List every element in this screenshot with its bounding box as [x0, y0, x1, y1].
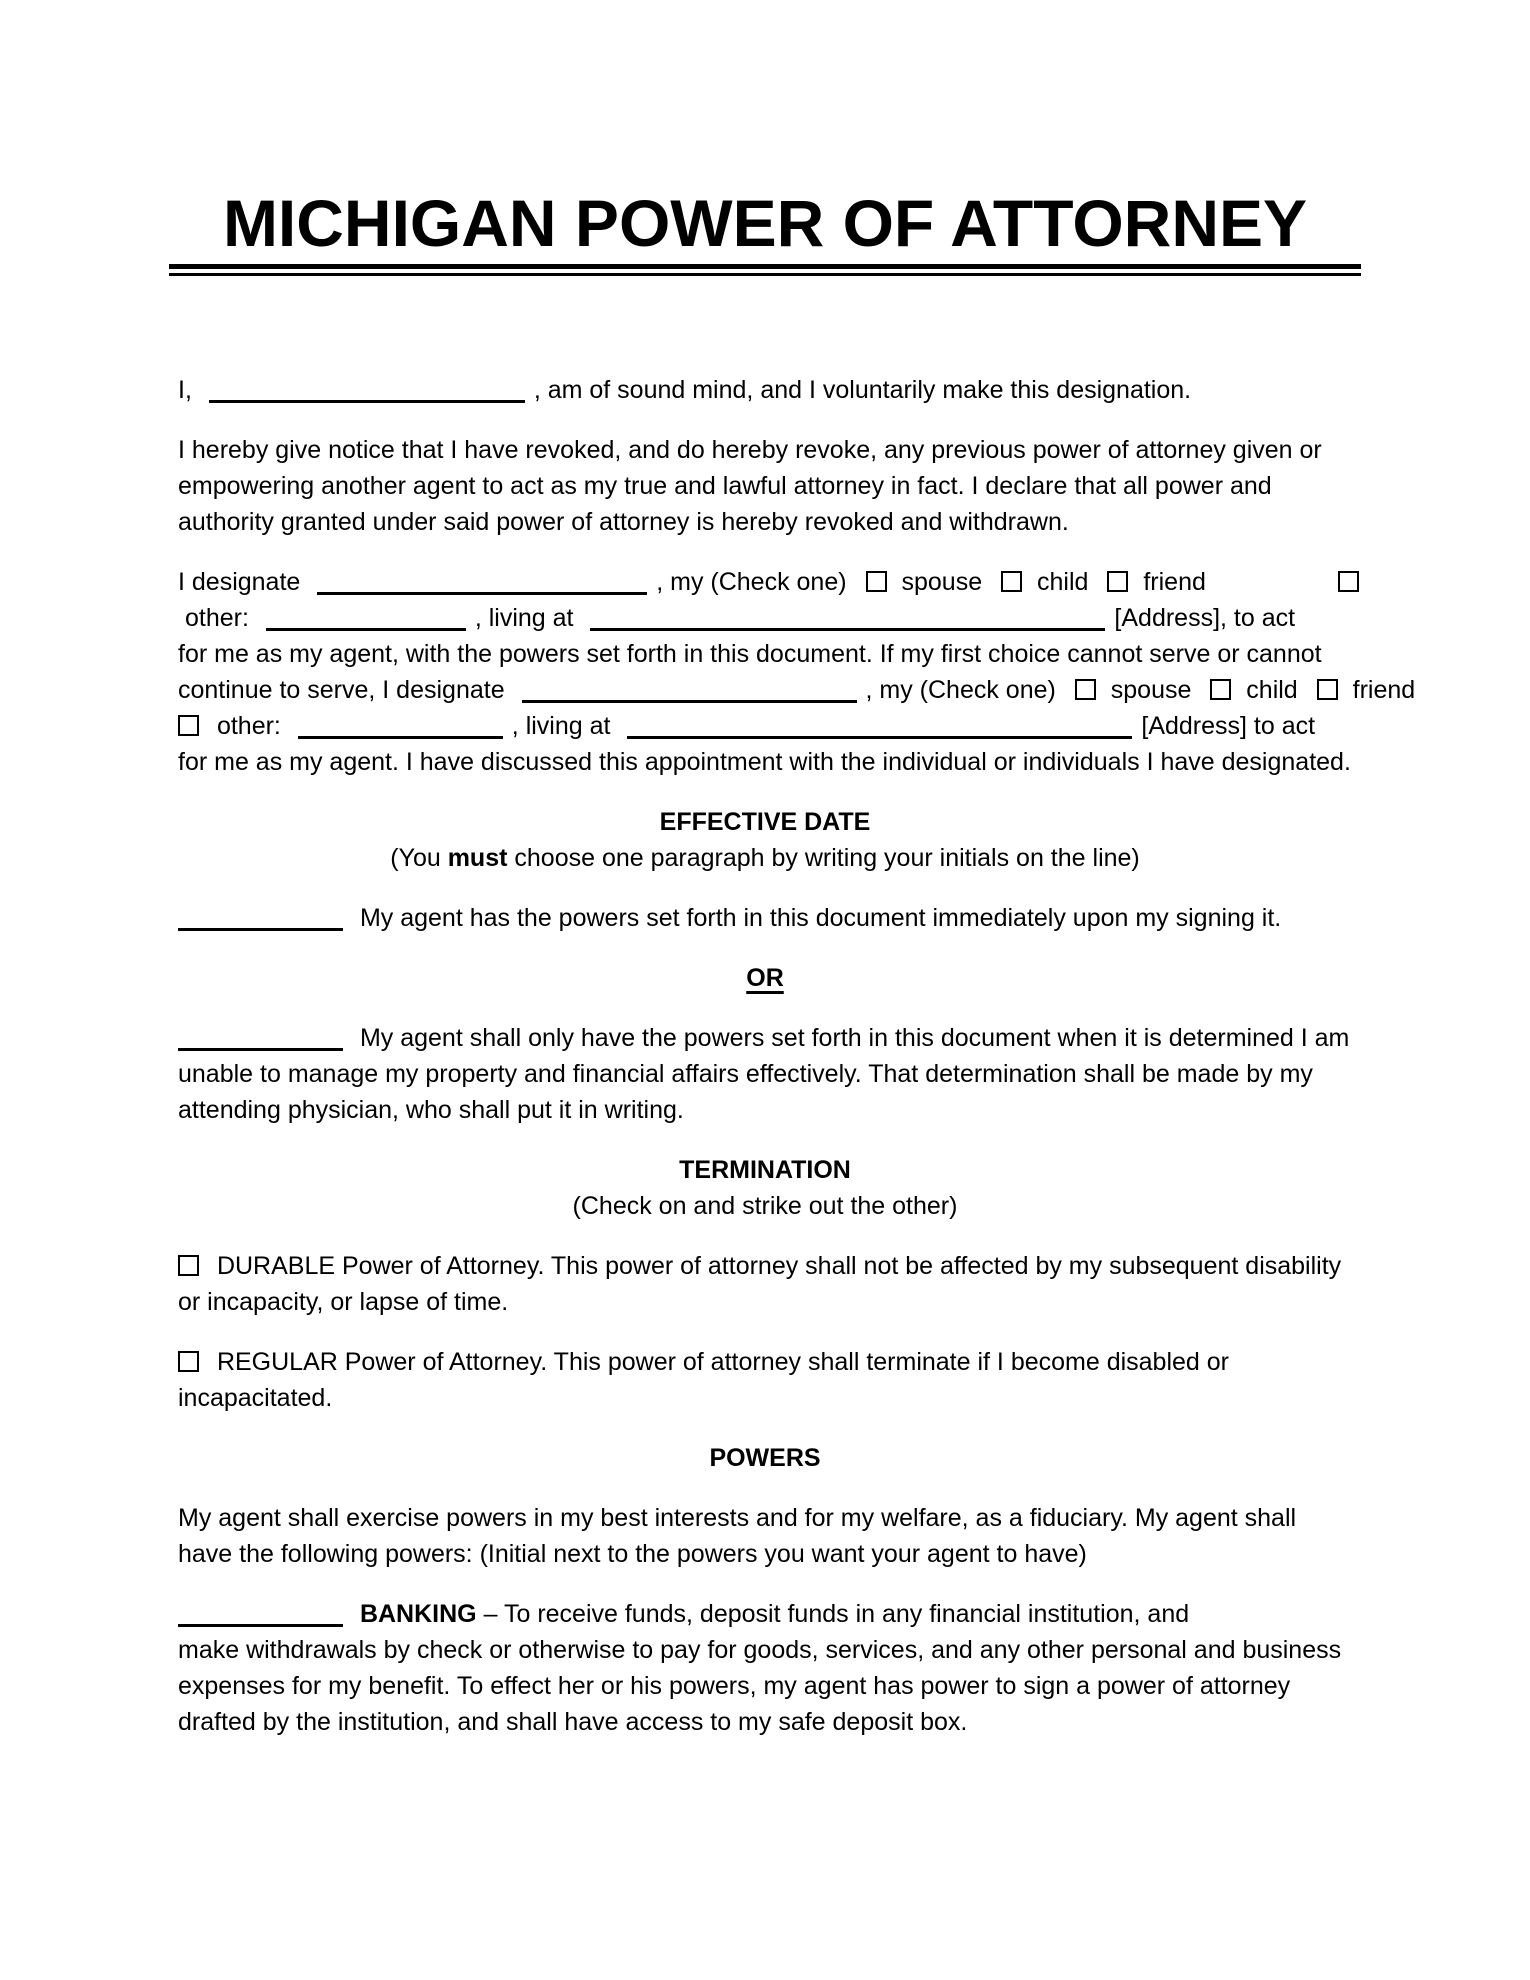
other-label-2: other: [216, 712, 281, 740]
immediate-power-line [178, 900, 1352, 936]
regular-text-1: REGULAR Power of Attorney. This power of attorney shall terminate if I become disabled or [216, 1348, 1230, 1376]
designation-line-4 [178, 672, 1416, 708]
or-label: OR [746, 964, 784, 992]
revocation-line-3: authority granted under said power of attorney is hereby revoked and withdrawn. [178, 508, 1069, 536]
child-label-1: child [1037, 568, 1089, 596]
intro-suffix: , am of sound mind, and I voluntarily make this designation. [533, 376, 1192, 404]
powers-intro-line-2: have the following powers: (Initial next to the powers you want your agent to have) [178, 1540, 1087, 1568]
intro-prefix: I, [178, 376, 192, 404]
banking-line-2: make withdrawals by check or otherwise to pay for goods, services, and any other personal and business [178, 1636, 1342, 1664]
or-heading [178, 960, 1352, 996]
agent-address-blank-1[interactable] [590, 608, 1105, 631]
designation-line-5 [178, 708, 1352, 744]
document-body [178, 372, 1416, 1740]
page-title: MICHIGAN POWER OF ATTORNEY [222, 186, 1308, 260]
instruction-bold-must: must [447, 844, 508, 872]
durable-line-1 [178, 1248, 1352, 1284]
spouse-checkbox-1[interactable] [866, 571, 887, 592]
agent-address-blank-2[interactable] [627, 716, 1132, 739]
spouse-label-1: spouse [901, 568, 983, 596]
designation-line-2 [178, 600, 1352, 636]
termination-heading: TERMINATION [679, 1156, 851, 1184]
agent-name-blank-2[interactable] [522, 680, 857, 703]
regular-paragraph [178, 1344, 1352, 1416]
spouse-label-2: spouse [1110, 676, 1192, 704]
other-checkbox-1[interactable] [1338, 571, 1359, 592]
friend-checkbox-1[interactable] [1107, 571, 1128, 592]
springing-line-1 [178, 1020, 1352, 1056]
effective-date-heading: EFFECTIVE DATE [659, 808, 871, 836]
springing-power-paragraph [178, 1020, 1352, 1128]
regular-line-2: incapacitated. [178, 1384, 333, 1412]
immediate-power-text: My agent has the powers set forth in this document immediately upon my signing it. [359, 904, 1282, 932]
instruction-post: choose one paragraph by writing your initials on the line) [507, 844, 1140, 872]
durable-text-1: DURABLE Power of Attorney. This power of attorney shall not be affected by my subsequent disability [216, 1252, 1342, 1280]
title-underline-rule [169, 264, 1361, 276]
effective-date-instruction [178, 840, 1352, 876]
other-label-1: other: [185, 604, 249, 632]
check-one-label-1: , my (Check one) [656, 568, 847, 596]
banking-power-paragraph [178, 1596, 1352, 1740]
other-relation-blank-1[interactable] [266, 608, 466, 631]
durable-checkbox[interactable] [178, 1255, 199, 1276]
banking-text-1: – To receive funds, deposit funds in any financial institution, and [483, 1600, 1190, 1628]
revocation-paragraph [178, 432, 1352, 540]
springing-line-2: unable to manage my property and financial affairs effectively. That determination shall be made by my [178, 1060, 1313, 1088]
regular-checkbox[interactable] [178, 1351, 199, 1372]
regular-line-1 [178, 1344, 1352, 1380]
termination-instruction: (Check on and strike out the other) [572, 1192, 958, 1220]
address-label-2: [Address] to act [1141, 712, 1316, 740]
child-label-2: child [1246, 676, 1298, 704]
agent-name-blank-1[interactable] [317, 572, 647, 595]
living-at-label-2: , living at [511, 712, 611, 740]
banking-line-1 [178, 1596, 1352, 1632]
powers-intro-line-1: My agent shall exercise powers in my best interests and for my welfare, as a fiduciary. My agent shall [178, 1504, 1297, 1532]
immediate-initials-blank[interactable] [178, 908, 343, 931]
revocation-line-1: I hereby give notice that I have revoked, and do hereby revoke, any previous power of attorney given or [178, 436, 1322, 464]
springing-text-1: My agent shall only have the powers set forth in this document when it is determined I am [359, 1024, 1350, 1052]
designation-paragraph [178, 564, 1416, 780]
instruction-pre: (You [390, 844, 448, 872]
designate-label-1: I designate [178, 568, 301, 596]
banking-line-3: expenses for my benefit. To effect her or his powers, my agent has power to sign a power of attorney [178, 1672, 1291, 1700]
designate-label-2: continue to serve, I designate [178, 676, 505, 704]
spouse-checkbox-2[interactable] [1075, 679, 1096, 700]
banking-initials-blank[interactable] [178, 1604, 343, 1627]
designation-line-6: for me as my agent. I have discussed this appointment with the individual or individuals I have designated. [178, 748, 1351, 776]
powers-heading: POWERS [709, 1444, 821, 1472]
banking-label: BANKING [359, 1600, 477, 1628]
address-label-1: [Address], to act [1114, 604, 1296, 632]
child-checkbox-1[interactable] [1001, 571, 1022, 592]
revocation-line-2: empowering another agent to act as my true and lawful attorney in fact. I declare that all power and [178, 472, 1272, 500]
child-checkbox-2[interactable] [1210, 679, 1231, 700]
springing-initials-blank[interactable] [178, 1028, 343, 1051]
designation-line-1 [178, 564, 1352, 600]
durable-line-2: or incapacity, or lapse of time. [178, 1288, 509, 1316]
friend-checkbox-2[interactable] [1317, 679, 1338, 700]
friend-label-2: friend [1352, 676, 1416, 704]
powers-intro-paragraph [178, 1500, 1352, 1572]
other-checkbox-2[interactable] [178, 715, 199, 736]
intro-line [178, 372, 1352, 408]
banking-line-4: drafted by the institution, and shall have access to my safe deposit box. [178, 1708, 968, 1736]
designation-line-3: for me as my agent, with the powers set forth in this document. If my first choice cannot serve or cannot [178, 640, 1322, 668]
check-one-label-2: , my (Check one) [865, 676, 1056, 704]
durable-paragraph [178, 1248, 1352, 1320]
friend-label-1: friend [1143, 568, 1206, 596]
living-at-label-1: , living at [474, 604, 574, 632]
springing-line-3: attending physician, who shall put it in writing. [178, 1096, 684, 1124]
principal-name-blank[interactable] [209, 380, 525, 403]
other-relation-blank-2[interactable] [298, 716, 503, 739]
